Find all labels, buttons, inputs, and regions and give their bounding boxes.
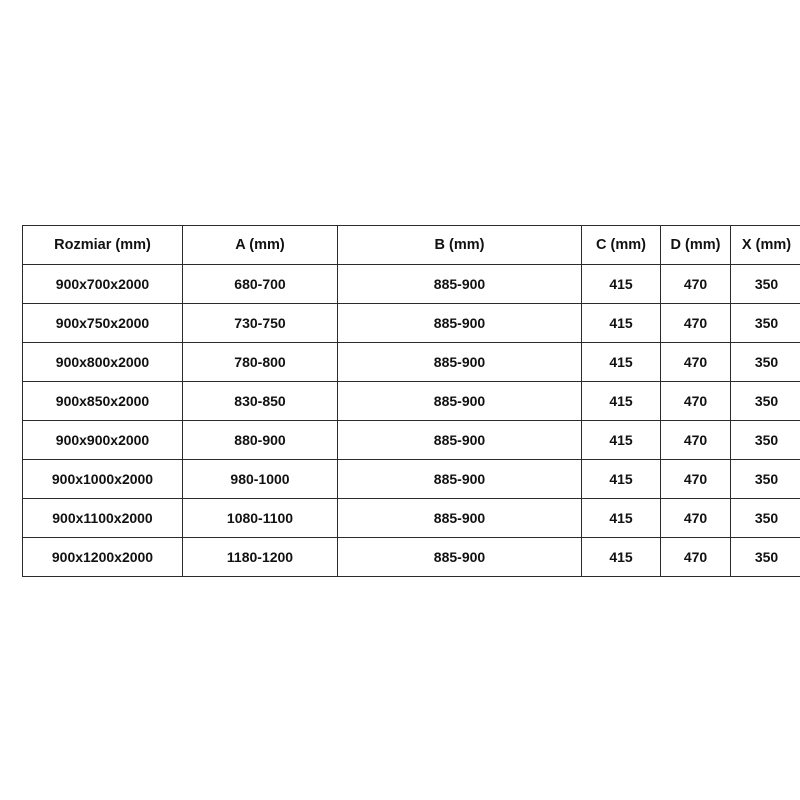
table-row	[23, 460, 800, 499]
table-row	[23, 538, 800, 577]
cell-size: 900x700x2000	[23, 265, 183, 304]
cell-a: 830-850	[183, 382, 338, 421]
table-header-row	[23, 226, 800, 265]
cell-d: 470	[661, 499, 731, 538]
cell-a: 880-900	[183, 421, 338, 460]
table-header	[23, 226, 800, 265]
cell-d: 470	[661, 460, 731, 499]
cell-c: 415	[582, 460, 661, 499]
cell-x: 350	[731, 265, 800, 304]
table-body	[23, 265, 800, 577]
cell-d: 470	[661, 343, 731, 382]
column-header-b: B (mm)	[338, 226, 582, 265]
cell-b: 885-900	[338, 382, 582, 421]
table-row	[23, 382, 800, 421]
cell-size: 900x1000x2000	[23, 460, 183, 499]
cell-c: 415	[582, 538, 661, 577]
dimensions-table-wrapper	[22, 225, 792, 577]
cell-c: 415	[582, 343, 661, 382]
cell-a: 1180-1200	[183, 538, 338, 577]
cell-x: 350	[731, 460, 800, 499]
table-row	[23, 499, 800, 538]
cell-x: 350	[731, 382, 800, 421]
cell-a: 1080-1100	[183, 499, 338, 538]
cell-b: 885-900	[338, 304, 582, 343]
cell-d: 470	[661, 382, 731, 421]
cell-b: 885-900	[338, 499, 582, 538]
cell-c: 415	[582, 382, 661, 421]
column-header-d: D (mm)	[661, 226, 731, 265]
cell-b: 885-900	[338, 538, 582, 577]
cell-a: 730-750	[183, 304, 338, 343]
cell-d: 470	[661, 265, 731, 304]
table-row	[23, 265, 800, 304]
cell-c: 415	[582, 265, 661, 304]
cell-size: 900x1100x2000	[23, 499, 183, 538]
column-header-c: C (mm)	[582, 226, 661, 265]
cell-b: 885-900	[338, 421, 582, 460]
table-row	[23, 304, 800, 343]
cell-size: 900x900x2000	[23, 421, 183, 460]
column-header-size: Rozmiar (mm)	[23, 226, 183, 265]
cell-x: 350	[731, 538, 800, 577]
cell-x: 350	[731, 343, 800, 382]
cell-c: 415	[582, 421, 661, 460]
cell-d: 470	[661, 421, 731, 460]
cell-c: 415	[582, 304, 661, 343]
cell-x: 350	[731, 304, 800, 343]
column-header-a: A (mm)	[183, 226, 338, 265]
cell-d: 470	[661, 538, 731, 577]
table-row	[23, 343, 800, 382]
cell-size: 900x750x2000	[23, 304, 183, 343]
cell-a: 680-700	[183, 265, 338, 304]
cell-x: 350	[731, 421, 800, 460]
cell-a: 980-1000	[183, 460, 338, 499]
cell-b: 885-900	[338, 343, 582, 382]
cell-b: 885-900	[338, 265, 582, 304]
cell-size: 900x800x2000	[23, 343, 183, 382]
dimensions-table	[22, 225, 800, 577]
cell-d: 470	[661, 304, 731, 343]
cell-size: 900x1200x2000	[23, 538, 183, 577]
cell-c: 415	[582, 499, 661, 538]
cell-x: 350	[731, 499, 800, 538]
cell-a: 780-800	[183, 343, 338, 382]
column-header-x: X (mm)	[731, 226, 800, 265]
cell-b: 885-900	[338, 460, 582, 499]
table-row	[23, 421, 800, 460]
cell-size: 900x850x2000	[23, 382, 183, 421]
